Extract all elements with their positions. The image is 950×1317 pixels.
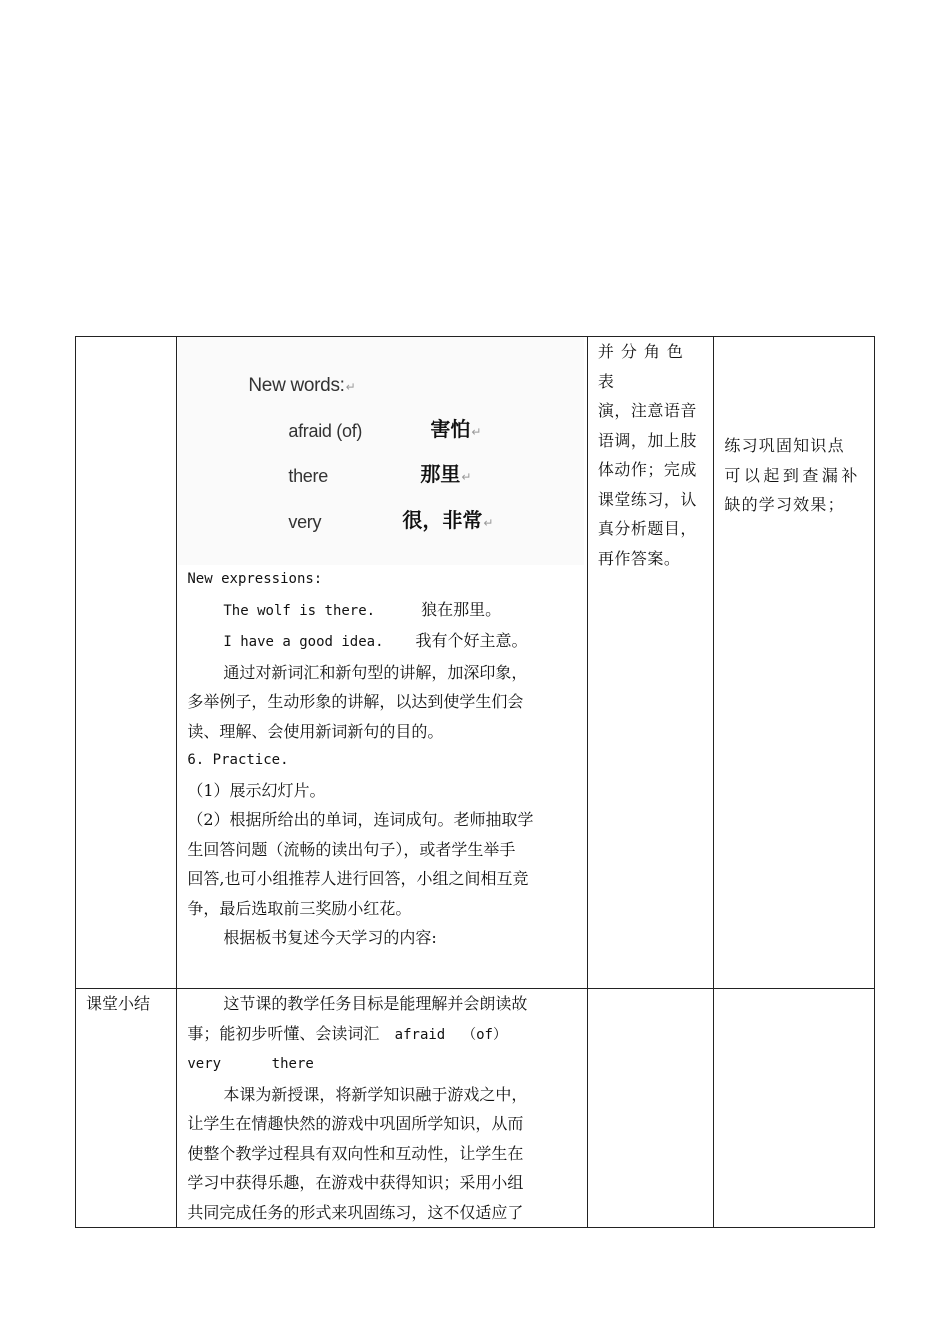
summary-line: 事；能初步听懂、会读词汇 afraid （of） <box>187 1023 507 1043</box>
practice-item: （1）展示幻灯片。 <box>187 780 326 800</box>
student-activity-cell <box>587 337 713 989</box>
summary-content-cell <box>177 989 588 1228</box>
expressions-heading: New expressions: <box>187 571 323 587</box>
word-zh: 很，非常↵ <box>402 508 494 532</box>
new-words-image <box>178 337 584 565</box>
practice-item: 回答,也可小组推荐人进行回答，小组之间相互竞 <box>187 869 529 888</box>
activity-line: 体动作；完成 <box>597 460 697 479</box>
paragraph-line: 多举例子，生动形象的讲解，以达到使学生们会 <box>187 692 524 711</box>
stage-label-cell <box>76 337 177 989</box>
activity-line: 语调，加上肢 <box>597 430 697 450</box>
word-en: afraid (of) <box>288 421 363 441</box>
activity-line: 再作答案。 <box>597 548 681 568</box>
summary-line: 让学生在情趣快然的游戏中巩固所学知识，从而 <box>187 1114 524 1133</box>
summary-line: 共同完成任务的形式来巩固练习，这不仅适应了 <box>187 1202 524 1222</box>
design-intent-text <box>714 337 874 520</box>
new-words-heading: New words:↵ <box>248 375 356 396</box>
expression-line: The wolf is there. 狼在那里。 <box>223 599 502 619</box>
paragraph-line: 读、理解、会使用新词新句的目的。 <box>187 721 444 741</box>
practice-heading: 6. Practice. <box>187 752 289 768</box>
activity-line: 并分角色表 <box>597 342 690 391</box>
word-zh: 害怕↵ <box>430 417 482 441</box>
intent-line: 缺的学习效果； <box>724 495 845 514</box>
word-en: very <box>288 512 322 532</box>
summary-line: 学习中获得乐趣，在游戏中获得知识；采用小组 <box>187 1173 524 1192</box>
intent-line: 可以起到查漏补 <box>724 465 861 485</box>
summary-line: 本课为新授课，将新学知识融于游戏之中， <box>223 1084 528 1104</box>
paragraph-line: 通过对新词汇和新句型的讲解，加深印象， <box>223 662 528 682</box>
expression-line: I have a good idea. 我有个好主意。 <box>223 631 528 650</box>
summary-label: 课堂小结 <box>86 994 151 1013</box>
activity-line: 课堂练习，认 <box>597 489 697 509</box>
summary-line: 这节课的教学任务目标是能理解并会朗读故 <box>223 994 528 1013</box>
practice-item: （2）根据所给出的单词，连词成句。老师抽取学 <box>187 810 534 829</box>
summary-line: very there <box>187 1056 314 1072</box>
table-row-summary <box>76 989 875 1228</box>
empty-cell <box>587 989 713 1228</box>
student-activity-text <box>588 337 713 573</box>
activity-line: 真分析题目， <box>597 519 697 538</box>
lesson-plan-table <box>75 336 875 1228</box>
summary-line: 使整个教学过程具有双向性和互动性，让学生在 <box>187 1143 524 1163</box>
word-zh: 那里↵ <box>420 462 472 486</box>
stage-label-cell <box>76 989 177 1228</box>
practice-item: 生回答问题（流畅的读出句子），或者学生举手 <box>187 839 516 859</box>
practice-item: 争，最后选取前三奖励小红花。 <box>187 898 412 918</box>
activity-line: 演，注意语音 <box>597 401 697 420</box>
empty-cell <box>714 989 875 1228</box>
table-row-practice <box>76 337 875 989</box>
summary-text <box>177 989 587 1227</box>
review-line: 根据板书复述今天学习的内容: <box>223 928 437 947</box>
teaching-content-cell <box>177 337 588 989</box>
design-intent-cell <box>714 337 875 989</box>
intent-line: 练习巩固知识点 <box>724 436 845 455</box>
word-en: there <box>288 466 328 486</box>
content-text <box>177 565 587 953</box>
